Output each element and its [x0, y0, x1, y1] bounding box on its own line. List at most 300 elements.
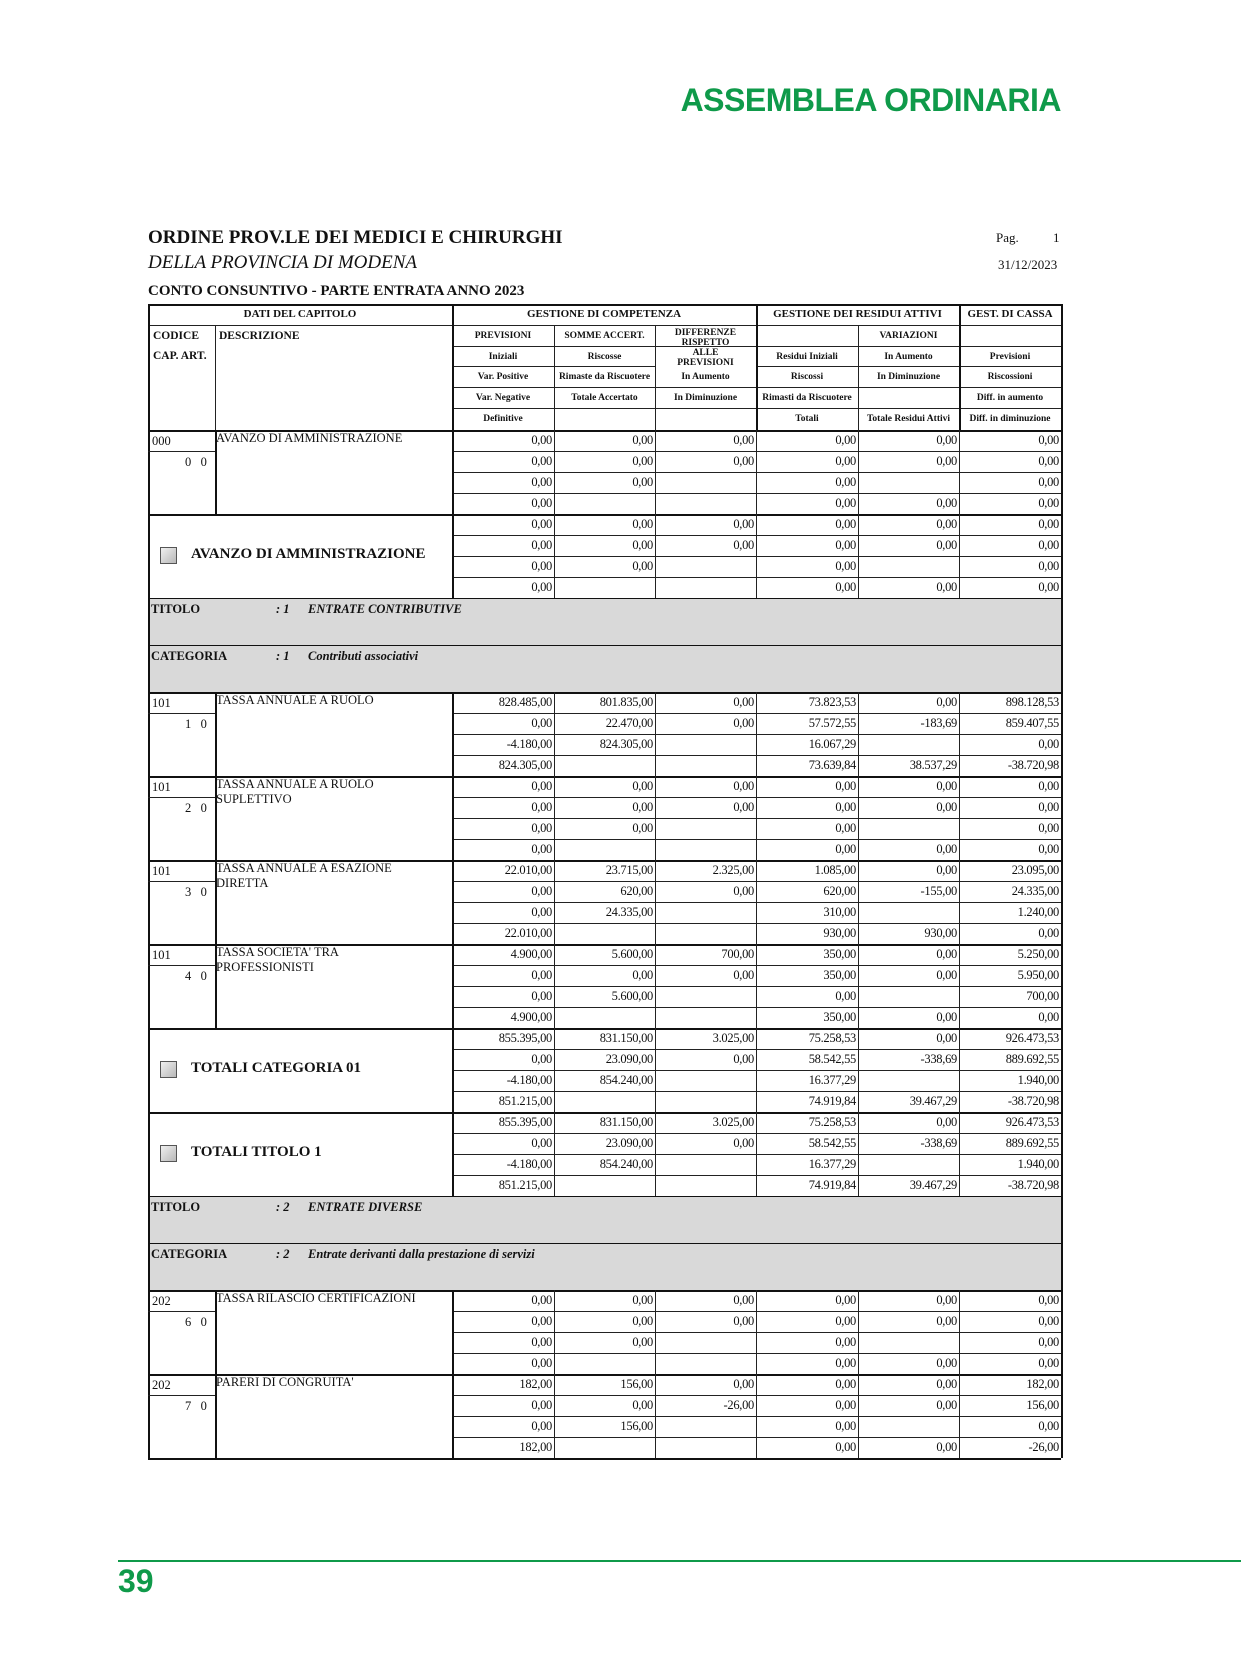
amount-cell: 0,00	[835, 1356, 856, 1370]
amount-cell: 0,00	[936, 1031, 957, 1045]
amount-cell: 824.305,00	[498, 758, 552, 772]
amount-cell: 0,00	[936, 695, 957, 709]
grid-line	[554, 366, 655, 367]
amount-cell: 2.325,00	[712, 863, 754, 877]
report-date: 31/12/2023	[998, 257, 1058, 272]
amount-cell: 182,00	[1026, 1377, 1059, 1391]
amount-cell: 0,00	[1038, 517, 1059, 531]
amount-cell: 1.940,00	[1017, 1073, 1059, 1087]
amount-cell: 0,00	[632, 475, 653, 489]
amount-cell: 73.823,53	[808, 695, 856, 709]
amount-cell: 0,00	[733, 433, 754, 447]
amount-cell: 0,00	[733, 517, 754, 531]
amount-cell: 0,00	[632, 1293, 653, 1307]
amount-cell: 898.128,53	[1005, 695, 1059, 709]
amount-cell: 4.900,00	[510, 947, 552, 961]
grid-line	[148, 325, 1061, 326]
amount-cell: 0,00	[632, 968, 653, 982]
amount-cell: 855.395,00	[498, 1031, 552, 1045]
amount-cell: 0,00	[1038, 1419, 1059, 1433]
amount-cell: 5.600,00	[611, 989, 653, 1003]
header-subcolumn-label: Riscosse	[587, 352, 622, 362]
header-subcolumn-label: Var. Negative	[475, 393, 531, 403]
amount-cell: 831.150,00	[599, 1115, 653, 1129]
header-group-cassa: GEST. DI CASSA	[967, 308, 1053, 320]
amount-cell: 0,00	[936, 779, 957, 793]
amount-cell: 3.025,00	[712, 1115, 754, 1129]
grid-line	[1061, 514, 1063, 598]
amount-cell: 0,00	[835, 580, 856, 594]
amount-cell: 0,00	[936, 1440, 957, 1454]
amount-cell: 0,00	[936, 1010, 957, 1024]
amount-cell: -338,69	[920, 1052, 957, 1066]
grid-line	[148, 1458, 1061, 1460]
header-subcolumn-label: Totale Accertato	[571, 393, 638, 403]
amount-cell: 0,00	[835, 1335, 856, 1349]
grid-line	[756, 366, 1061, 367]
grid-line	[148, 1311, 215, 1312]
grid-line	[1061, 430, 1063, 514]
amount-cell: 73.639,84	[808, 758, 856, 772]
amount-cell: 0,00	[531, 538, 552, 552]
chapter-description: TASSA ANNUALE A ESAZIONE DIRETTA	[216, 861, 392, 890]
grid-line	[1061, 1290, 1063, 1374]
amount-cell: 0,00	[835, 1419, 856, 1433]
amount-cell: 0,00	[632, 800, 653, 814]
amount-cell: 39.467,29	[909, 1178, 957, 1192]
amount-cell: -38.720,98	[1007, 1178, 1059, 1192]
amount-cell: 854.240,00	[599, 1157, 653, 1171]
chapter-description: TASSA ANNUALE A RUOLO	[216, 693, 374, 707]
section-title: ENTRATE DIVERSE	[308, 1200, 423, 1214]
amount-cell: 1.940,00	[1017, 1157, 1059, 1171]
amount-cell: 0,00	[1038, 1335, 1059, 1349]
amount-cell: 0,00	[733, 968, 754, 982]
total-label: AVANZO DI AMMINISTRAZIONE	[191, 546, 426, 562]
amount-cell: 0,00	[733, 1052, 754, 1066]
amount-cell: 0,00	[936, 800, 957, 814]
amount-cell: 0,00	[936, 1377, 957, 1391]
amount-cell: 0,00	[835, 1398, 856, 1412]
grid-line	[148, 713, 215, 714]
header-subcolumn-label: Totale Residui Attivi	[866, 414, 951, 424]
org-title: ORDINE PROV.LE DEI MEDICI E CHIRURGHI	[148, 227, 563, 248]
chapter-article: 2 0	[185, 801, 207, 815]
checkbox-icon	[160, 547, 177, 564]
amount-cell: 0,00	[835, 433, 856, 447]
amount-cell: 0,00	[1038, 580, 1059, 594]
amount-cell: 889.692,55	[1005, 1136, 1059, 1150]
section-label: TITOLO	[151, 602, 201, 616]
grid-line	[148, 797, 215, 798]
amount-cell: 0,00	[531, 1293, 552, 1307]
grid-line	[148, 1395, 215, 1396]
amount-cell: 0,00	[835, 1377, 856, 1391]
amount-cell: 350,00	[823, 968, 856, 982]
amount-cell: 0,00	[531, 496, 552, 510]
amount-cell: 0,00	[531, 968, 552, 982]
header-somme-accert: SOMME ACCERT.	[564, 331, 645, 341]
amount-cell: 1.240,00	[1017, 905, 1059, 919]
amount-cell: 0,00	[531, 905, 552, 919]
amount-cell: 0,00	[733, 1136, 754, 1150]
amount-cell: 0,00	[1038, 454, 1059, 468]
amount-cell: 0,00	[936, 538, 957, 552]
amount-cell: 0,00	[1038, 737, 1059, 751]
header-subcolumn-label: In Diminuzione	[876, 372, 941, 382]
grid-line	[148, 1243, 150, 1290]
section-title: Entrate derivanti dalla prestazione di servizi	[308, 1247, 535, 1261]
grid-line	[148, 965, 215, 966]
amount-cell: 828.485,00	[498, 695, 552, 709]
amount-cell: 0,00	[835, 517, 856, 531]
grid-line	[1061, 1243, 1063, 1290]
amount-cell: 350,00	[823, 1010, 856, 1024]
footer-page-number: 39	[118, 1563, 154, 1599]
amount-cell: 0,00	[632, 433, 653, 447]
grid-line	[148, 304, 150, 430]
amount-cell: 16.377,29	[808, 1073, 856, 1087]
amount-cell: 0,00	[733, 716, 754, 730]
checkbox-icon	[160, 1061, 177, 1078]
header-subcolumn-label: Rimaste da Riscuotere	[558, 372, 651, 382]
amount-cell: 75.258,53	[808, 1031, 856, 1045]
amount-cell: 0,00	[1038, 538, 1059, 552]
amount-cell: 0,00	[835, 989, 856, 1003]
grid-line	[1061, 1028, 1063, 1112]
grid-line	[148, 514, 1061, 516]
amount-cell: 1.085,00	[814, 863, 856, 877]
grid-line	[1061, 944, 1063, 1028]
grid-line	[1061, 1196, 1063, 1243]
amount-cell: 182,00	[519, 1440, 552, 1454]
chapter-code: 101	[152, 948, 171, 962]
amount-cell: 0,00	[835, 1314, 856, 1328]
amount-cell: -155,00	[920, 884, 957, 898]
report-title: CONTO CONSUNTIVO - PARTE ENTRATA ANNO 2023	[148, 283, 525, 299]
chapter-code: 202	[152, 1378, 171, 1392]
amount-cell: -4.180,00	[506, 1073, 552, 1087]
amount-cell: 0,00	[733, 800, 754, 814]
org-subtitle: DELLA PROVINCIA DI MODENA	[148, 252, 417, 273]
amount-cell: 0,00	[733, 779, 754, 793]
header-subcolumn-label: In Diminuzione	[673, 393, 738, 403]
header-subcolumn-label: Totali	[795, 414, 819, 424]
total-label: TOTALI TITOLO 1	[191, 1144, 322, 1160]
chapter-article: 7 0	[185, 1399, 207, 1413]
grid-line	[148, 1196, 150, 1243]
chapter-code: 202	[152, 1294, 171, 1308]
chapter-article: 6 0	[185, 1315, 207, 1329]
chapter-code: 101	[152, 864, 171, 878]
amount-cell: 0,00	[835, 1293, 856, 1307]
header-previsioni: PREVISIONI	[474, 331, 532, 341]
chapter-description: PARERI DI CONGRUITA'	[216, 1375, 354, 1389]
amount-cell: 0,00	[632, 1335, 653, 1349]
grid-line	[1061, 860, 1063, 944]
amount-cell: 5.600,00	[611, 947, 653, 961]
amount-cell: 3.025,00	[712, 1031, 754, 1045]
amount-cell: 0,00	[632, 454, 653, 468]
amount-cell: 16.067,29	[808, 737, 856, 751]
amount-cell: 0,00	[733, 538, 754, 552]
amount-cell: 0,00	[632, 538, 653, 552]
chapter-code: 101	[152, 696, 171, 710]
header-subcolumn-label: In Aumento	[884, 352, 933, 362]
amount-cell: -38.720,98	[1007, 1094, 1059, 1108]
amount-cell: 0,00	[1038, 1356, 1059, 1370]
grid-line	[148, 645, 150, 692]
amount-cell: 0,00	[531, 1314, 552, 1328]
header-group-residui: GESTIONE DEI RESIDUI ATTIVI	[773, 308, 942, 320]
section-number: : 2	[276, 1247, 290, 1261]
amount-cell: 57.572,55	[808, 716, 856, 730]
grid-line	[148, 776, 150, 860]
amount-cell: 855.395,00	[498, 1115, 552, 1129]
header-cap-art: CAP. ART.	[153, 350, 207, 362]
chapter-article: 1 0	[185, 717, 207, 731]
chapter-description: AVANZO DI AMMINISTRAZIONE	[216, 431, 403, 445]
chapter-description: TASSA SOCIETA' TRA PROFESSIONISTI	[216, 945, 339, 974]
grid-line	[1061, 692, 1063, 776]
amount-cell: 854.240,00	[599, 1073, 653, 1087]
revenue-table	[148, 304, 1061, 1487]
grid-line	[148, 1112, 1061, 1114]
amount-cell: 0,00	[531, 433, 552, 447]
grid-line	[148, 514, 150, 598]
amount-cell: 74.919,84	[808, 1178, 856, 1192]
amount-cell: 889.692,55	[1005, 1052, 1059, 1066]
amount-cell: 620,00	[620, 884, 653, 898]
amount-cell: 0,00	[531, 884, 552, 898]
amount-cell: 0,00	[632, 559, 653, 573]
grid-line	[148, 1290, 150, 1374]
amount-cell: 0,00	[936, 1293, 957, 1307]
header-subcolumn-label: Diff. in diminuzione	[969, 414, 1051, 424]
amount-cell: 38.537,29	[909, 758, 957, 772]
amount-cell: 0,00	[835, 475, 856, 489]
amount-cell: -4.180,00	[506, 737, 552, 751]
header-group-capitolo: DATI DEL CAPITOLO	[243, 308, 357, 320]
header-descrizione: DESCRIZIONE	[219, 330, 300, 342]
grid-line	[1061, 645, 1063, 692]
header-subcolumn-label: Definitive	[483, 414, 523, 424]
amount-cell: 930,00	[823, 926, 856, 940]
amount-cell: 0,00	[936, 1398, 957, 1412]
amount-cell: 0,00	[632, 1314, 653, 1328]
header-subcolumn-label: Previsioni	[989, 352, 1031, 362]
amount-cell: 0,00	[835, 779, 856, 793]
amount-cell: 0,00	[632, 517, 653, 531]
grid-line	[148, 598, 150, 645]
amount-cell: 0,00	[835, 800, 856, 814]
amount-cell: 0,00	[1038, 559, 1059, 573]
grid-line	[1061, 598, 1063, 645]
amount-cell: 0,00	[1038, 926, 1059, 940]
grid-line	[148, 944, 150, 1028]
amount-cell: 0,00	[531, 580, 552, 594]
amount-cell: 24.335,00	[1011, 884, 1059, 898]
amount-cell: 350,00	[823, 947, 856, 961]
amount-cell: 0,00	[531, 821, 552, 835]
amount-cell: 310,00	[823, 905, 856, 919]
grid-line	[215, 325, 216, 430]
chapter-article: 0 0	[185, 455, 207, 469]
grid-line	[959, 304, 961, 430]
section-label: CATEGORIA	[151, 1247, 228, 1261]
amount-cell: -26,00	[723, 1398, 754, 1412]
header-subcolumn-label: Rimasti da Riscuotere	[762, 393, 852, 403]
grid-line	[148, 304, 1061, 306]
amount-cell: 0,00	[531, 1335, 552, 1349]
amount-cell: 0,00	[1038, 496, 1059, 510]
amount-cell: 926.473,53	[1005, 1031, 1059, 1045]
amount-cell: 23.090,00	[605, 1136, 653, 1150]
amount-cell: 24.335,00	[605, 905, 653, 919]
amount-cell: 851.215,00	[498, 1178, 552, 1192]
amount-cell: 0,00	[936, 433, 957, 447]
section-title: Contributi associativi	[308, 649, 419, 663]
amount-cell: 22.010,00	[504, 926, 552, 940]
amount-cell: 75.258,53	[808, 1115, 856, 1129]
grid-line	[148, 860, 150, 944]
amount-cell: 0,00	[733, 1314, 754, 1328]
amount-cell: 0,00	[531, 779, 552, 793]
amount-cell: 0,00	[531, 800, 552, 814]
amount-cell: 859.407,55	[1005, 716, 1059, 730]
amount-cell: 0,00	[1038, 800, 1059, 814]
amount-cell: 0,00	[733, 1293, 754, 1307]
amount-cell: 5.950,00	[1017, 968, 1059, 982]
amount-cell: 926.473,53	[1005, 1115, 1059, 1129]
amount-cell: 23.095,00	[1011, 863, 1059, 877]
footer-rule	[118, 1560, 1241, 1562]
amount-cell: 0,00	[835, 454, 856, 468]
section-number: : 1	[276, 602, 290, 616]
amount-cell: 0,00	[531, 1398, 552, 1412]
amount-cell: 16.377,29	[808, 1157, 856, 1171]
amount-cell: 58.542,55	[808, 1136, 856, 1150]
amount-cell: 0,00	[632, 821, 653, 835]
header-subcolumn-label: Residui Iniziali	[776, 352, 838, 362]
amount-cell: 0,00	[936, 580, 957, 594]
grid-line	[1061, 1374, 1063, 1458]
grid-line	[148, 430, 150, 514]
amount-cell: 0,00	[531, 1419, 552, 1433]
amount-cell: 0,00	[936, 454, 957, 468]
amount-cell: 23.090,00	[605, 1052, 653, 1066]
total-label: TOTALI CATEGORIA 01	[191, 1060, 362, 1076]
amount-cell: 0,00	[531, 989, 552, 1003]
amount-cell: 0,00	[733, 1377, 754, 1391]
amount-cell: 0,00	[936, 842, 957, 856]
section-label: TITOLO	[151, 1200, 201, 1214]
amount-cell: 0,00	[632, 779, 653, 793]
header-subcolumn-label: In Aumento	[681, 372, 730, 382]
header-variazioni: VARIAZIONI	[879, 331, 938, 341]
amount-cell: 0,00	[936, 1314, 957, 1328]
amount-cell: 0,00	[531, 517, 552, 531]
grid-line	[148, 1374, 150, 1458]
amount-cell: 74.919,84	[808, 1094, 856, 1108]
header-subcolumn-label: Iniziali	[488, 352, 518, 362]
amount-cell: 0,00	[1038, 1293, 1059, 1307]
amount-cell: 0,00	[531, 454, 552, 468]
amount-cell: 0,00	[531, 559, 552, 573]
amount-cell: -183,69	[920, 716, 957, 730]
chapter-code: 101	[152, 780, 171, 794]
grid-line	[756, 304, 758, 430]
amount-cell: 156,00	[620, 1377, 653, 1391]
grid-line	[148, 1028, 150, 1112]
section-title: ENTRATE CONTRIBUTIVE	[308, 602, 462, 616]
grid-line	[148, 692, 150, 776]
header-subcolumn-label: Var. Positive	[477, 372, 529, 382]
grid-line	[452, 304, 454, 430]
amount-cell: 0,00	[531, 1136, 552, 1150]
grid-line	[148, 1028, 1061, 1030]
grid-line	[148, 881, 215, 882]
amount-cell: 831.150,00	[599, 1031, 653, 1045]
section-number: : 1	[276, 649, 290, 663]
amount-cell: 700,00	[721, 947, 754, 961]
amount-cell: 0,00	[531, 1052, 552, 1066]
checkbox-icon	[160, 1145, 177, 1162]
amount-cell: 0,00	[1038, 779, 1059, 793]
amount-cell: 0,00	[1038, 1314, 1059, 1328]
amount-cell: 0,00	[733, 454, 754, 468]
chapter-code: 000	[152, 434, 171, 448]
header-group-competenza: GESTIONE DI COMPETENZA	[526, 308, 682, 320]
amount-cell: 156,00	[620, 1419, 653, 1433]
amount-cell: 0,00	[733, 695, 754, 709]
section-banner: ASSEMBLEA ORDINARIA	[680, 82, 1061, 118]
amount-cell: 0,00	[936, 968, 957, 982]
amount-cell: 0,00	[835, 1440, 856, 1454]
amount-cell: 0,00	[1038, 475, 1059, 489]
amount-cell: 0,00	[531, 716, 552, 730]
chapter-description: TASSA ANNUALE A RUOLO SUPLETTIVO	[216, 777, 374, 806]
amount-cell: 4.900,00	[510, 1010, 552, 1024]
amount-cell: -4.180,00	[506, 1157, 552, 1171]
amount-cell: 0,00	[936, 1115, 957, 1129]
grid-line	[1061, 304, 1063, 430]
amount-cell: 0,00	[632, 1398, 653, 1412]
amount-cell: 39.467,29	[909, 1094, 957, 1108]
amount-cell: 156,00	[1026, 1398, 1059, 1412]
grid-line	[148, 451, 215, 452]
amount-cell: -338,69	[920, 1136, 957, 1150]
page-number-top: 1	[1053, 230, 1060, 245]
amount-cell: 0,00	[1038, 821, 1059, 835]
grid-line	[452, 366, 554, 367]
amount-cell: 851.215,00	[498, 1094, 552, 1108]
grid-line	[1061, 1112, 1063, 1196]
amount-cell: 801.835,00	[599, 695, 653, 709]
header-codice: CODICE	[153, 330, 200, 342]
section-number: : 2	[276, 1200, 290, 1214]
amount-cell: 0,00	[531, 842, 552, 856]
amount-cell: 22.010,00	[504, 863, 552, 877]
header-subcolumn-label: Riscossioni	[987, 372, 1033, 382]
amount-cell: 620,00	[823, 884, 856, 898]
amount-cell: 0,00	[835, 538, 856, 552]
amount-cell: 23.715,00	[605, 863, 653, 877]
grid-line	[148, 1112, 150, 1196]
amount-cell: 0,00	[936, 496, 957, 510]
header-subcolumn-label: Riscossi	[790, 372, 824, 382]
amount-cell: 0,00	[531, 475, 552, 489]
